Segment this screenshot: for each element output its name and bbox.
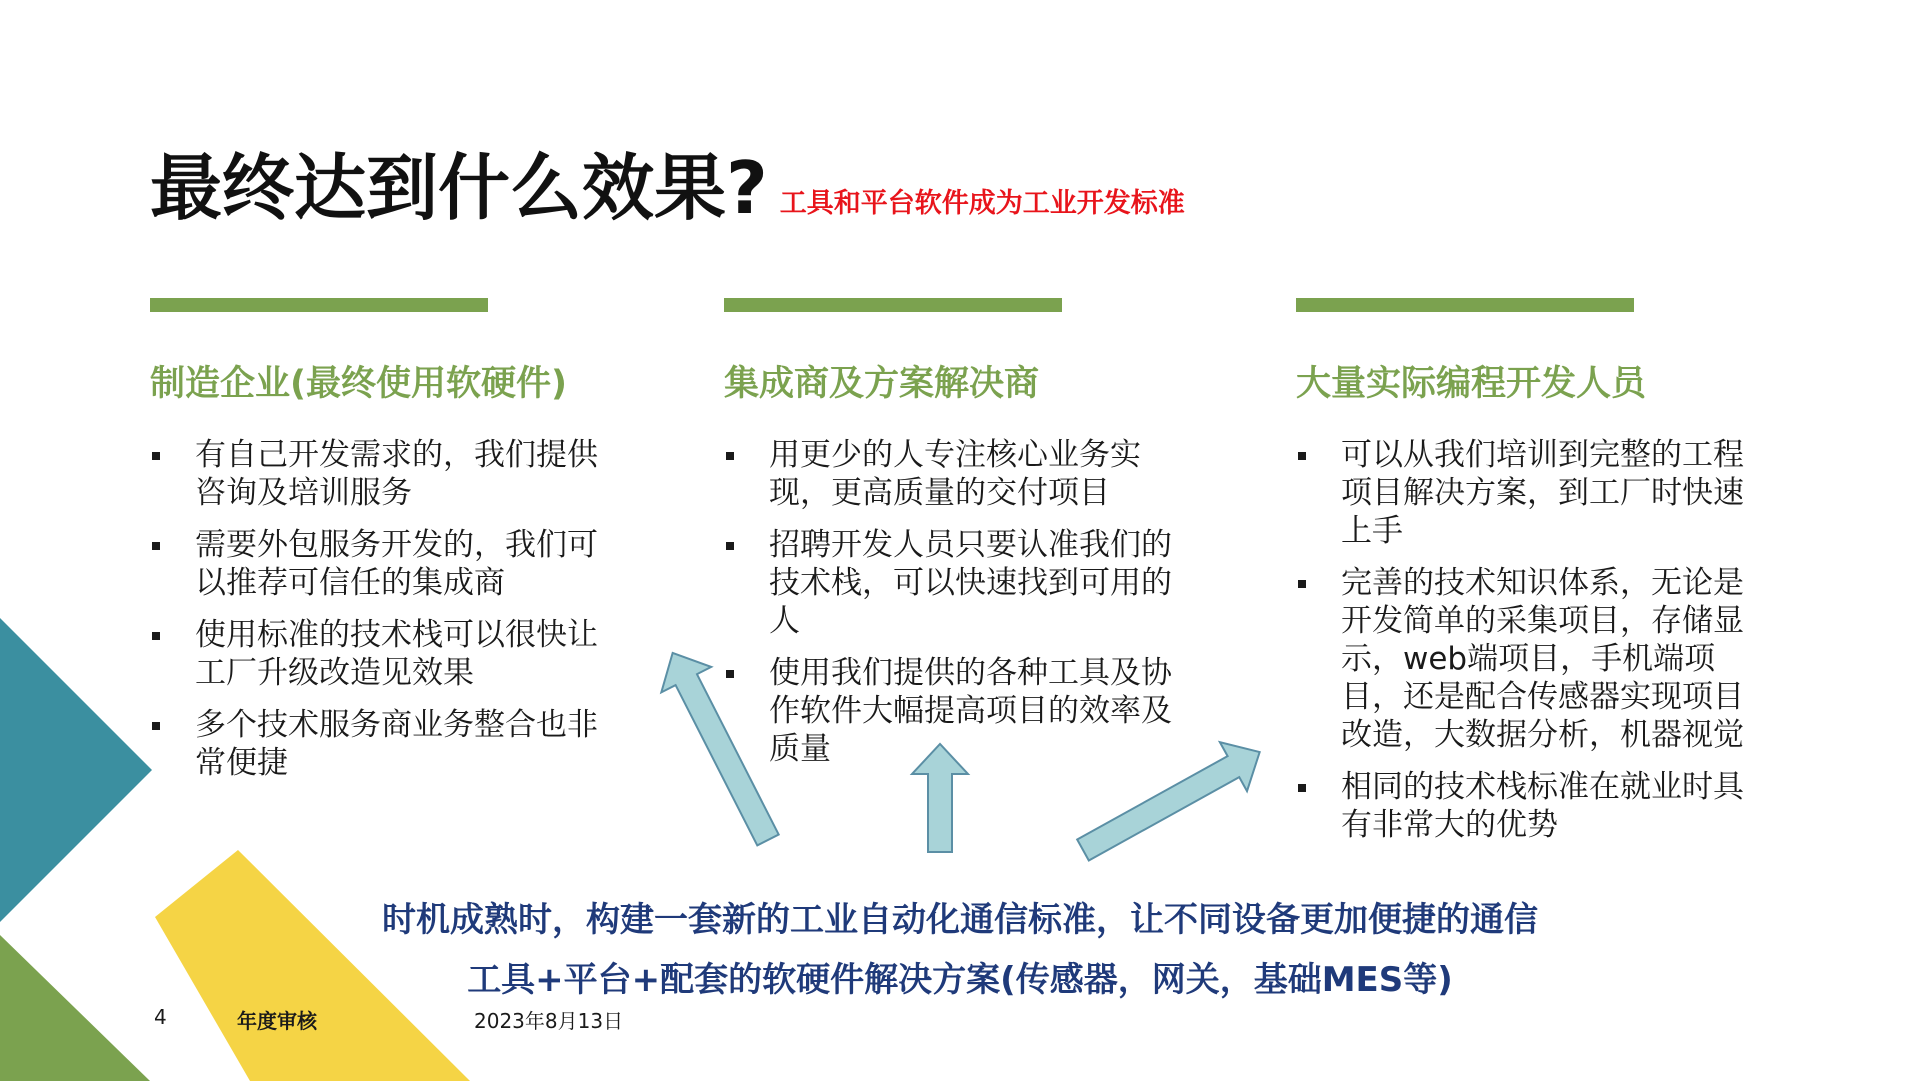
list-item-text: 招聘开发人员只要认准我们的技术栈，可以快速找到可用的人 [769,527,1172,639]
column-manufacturers [150,298,620,796]
bullet-icon [726,452,734,460]
list-item [724,654,1194,768]
bullet-list [724,436,1194,768]
slide-subtitle: 工具和平台软件成为工业开发标准 [779,188,1185,219]
list-item-text: 使用标准的技术栈可以很快让工厂升级改造见效果 [195,617,598,691]
teal-triangle [0,618,152,922]
footer-date: 2023年8月13日 [474,1009,624,1033]
bullet-icon [152,452,160,460]
list-item-text: 完善的技术知识体系，无论是开发简单的采集项目，存储显示，web端项目，手机端项目，还是配合传感器实现项目改造，大数据分析，机器视觉 [1341,565,1744,753]
bullet-list [1296,436,1766,844]
title-block [150,146,1185,230]
bullet-list [150,436,620,782]
column-accent-bar [150,298,488,312]
list-item-text: 多个技术服务商业务整合也非常便捷 [195,707,598,781]
bullet-icon [152,542,160,550]
column-heading: 集成商及方案解决商 [724,364,1040,404]
bullet-icon [152,632,160,640]
column-integrators [724,298,1194,782]
slide-title: 最终达到什么效果? [150,146,768,230]
list-item [724,436,1194,512]
list-item [1296,564,1766,754]
list-item [1296,436,1766,550]
bullet-icon [1298,580,1306,588]
column-accent-bar [1296,298,1634,312]
list-item-text: 使用我们提供的各种工具及协作软件大幅提高项目的效率及质量 [769,655,1172,767]
list-item [150,436,620,512]
list-item-text: 可以从我们培训到完整的工程项目解决方案，到工厂时快速上手 [1341,437,1744,549]
column-developers [1296,298,1766,858]
list-item-text: 需要外包服务开发的，我们可以推荐可信任的集成商 [195,527,598,601]
bullet-icon [726,542,734,550]
page-number: 4 [154,1005,167,1029]
bullet-icon [726,670,734,678]
list-item-text: 用更少的人专注核心业务实现，更高质量的交付项目 [769,437,1141,511]
bullet-icon [1298,784,1306,792]
bullet-icon [152,722,160,730]
list-item [1296,768,1766,844]
list-item [150,526,620,602]
footer-label: 年度审核 [237,1009,317,1033]
column-accent-bar [724,298,1062,312]
list-item [150,706,620,782]
list-item [150,616,620,692]
list-item-text: 有自己开发需求的，我们提供咨询及培训服务 [195,437,598,511]
bottom-statement-1: 时机成熟时，构建一套新的工业自动化通信标准，让不同设备更加便捷的通信 [382,900,1538,940]
column-heading: 大量实际编程开发人员 [1296,364,1647,404]
list-item-text: 相同的技术栈标准在就业时具有非常大的优势 [1341,769,1744,843]
column-heading: 制造企业(最终使用软硬件) [150,364,567,404]
bottom-statement-2: 工具+平台+配套的软硬件解决方案(传感器，网关，基础MES等) [467,960,1453,1000]
bullet-icon [1298,452,1306,460]
list-item [724,526,1194,640]
